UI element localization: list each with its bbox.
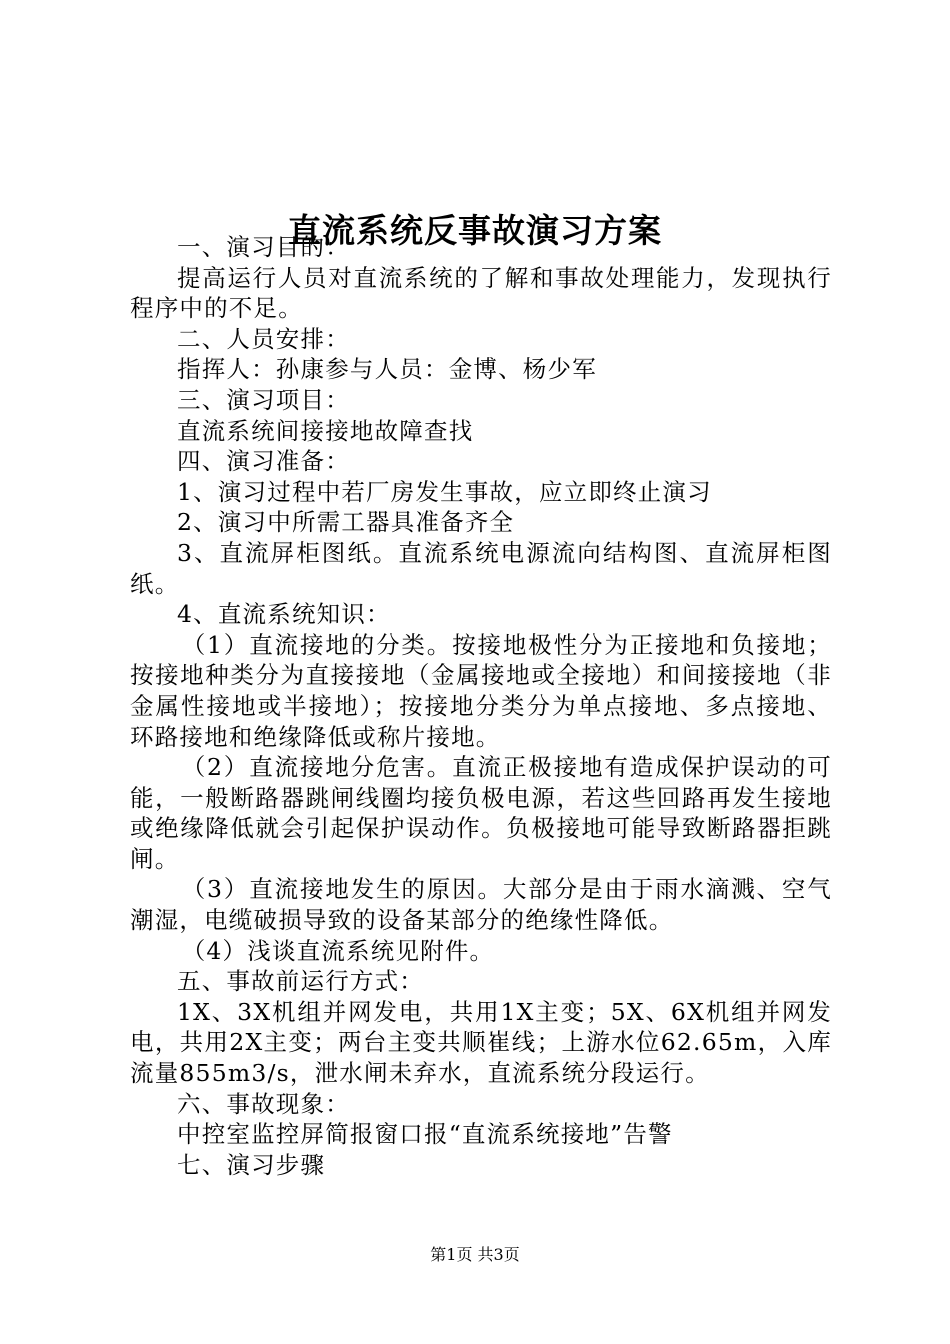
section-heading-steps: 七、演习步骤 bbox=[177, 1150, 326, 1179]
page-title: 直流系统反事故演习方案 bbox=[288, 211, 662, 251]
document-body bbox=[130, 232, 832, 1180]
section-heading-personnel: 二、人员安排： bbox=[177, 324, 350, 353]
list-item-preparation-3: 3、直流屏柜图纸。直流系统电源流向结构图、直流屏柜图纸。 bbox=[130, 538, 832, 598]
paragraph-purpose: 提高运行人员对直流系统的了解和事故处理能力，发现执行程序中的不足。 bbox=[130, 263, 832, 323]
list-item-preparation-4: 4、直流系统知识： bbox=[177, 600, 391, 629]
section-heading-phenomenon: 六、事故现象： bbox=[177, 1089, 350, 1118]
section-heading-purpose: 一、演习目的： bbox=[177, 233, 350, 261]
page-number: 第1页 共3页 bbox=[430, 1245, 520, 1264]
paragraph-operation-mode: 1X、3X机组并网发电，共用1X主变；5X、6X机组并网发电，共用2X主变；两台主变共顺崔线；上游水位62.65m，入库流量855m3/s，泄水闸未弃水，直流系统分段运行。 bbox=[130, 997, 832, 1088]
section-heading-project: 三、演习项目： bbox=[177, 385, 350, 414]
paragraph-project: 直流系统间接接地故障查找 bbox=[177, 416, 474, 445]
paragraph-phenomenon: 中控室监控屏简报窗口报“直流系统接地”告警 bbox=[177, 1120, 673, 1149]
section-heading-operation-mode: 五、事故前运行方式： bbox=[177, 967, 424, 996]
knowledge-item-4: （4）浅谈直流系统见附件。 bbox=[181, 936, 495, 965]
section-heading-preparation: 四、演习准备： bbox=[177, 447, 350, 476]
knowledge-item-1: （1）直流接地的分类。按接地极性分为正接地和负接地；按接地种类分为直接接地（金属接地或全接地）和间接接地（非金属性接地或半接地）；按接地分类分为单点接地、多点接地、环路接地和绝缘降低或称片接地。 bbox=[130, 630, 832, 751]
list-item-preparation-1: 1、演习过程中若厂房发生事故，应立即终止演习 bbox=[177, 477, 712, 506]
knowledge-item-2: （2）直流接地分危害。直流正极接地有造成保护误动的可能，一般断路器跳闸线圈均接负极电源，若这些回路再发生接地或绝缘降低就会引起保护误动作。负极接地可能导致断路器拒跳闸。 bbox=[130, 753, 832, 873]
knowledge-item-3: （3）直流接地发生的原因。大部分是由于雨水滴溅、空气潮湿，电缆破损导致的设备某部分的绝缘性降低。 bbox=[130, 875, 832, 935]
list-item-preparation-2: 2、演习中所需工器具准备齐全 bbox=[177, 508, 515, 537]
paragraph-personnel: 指挥人：孙康参与人员：金博、杨少军 bbox=[177, 355, 597, 384]
